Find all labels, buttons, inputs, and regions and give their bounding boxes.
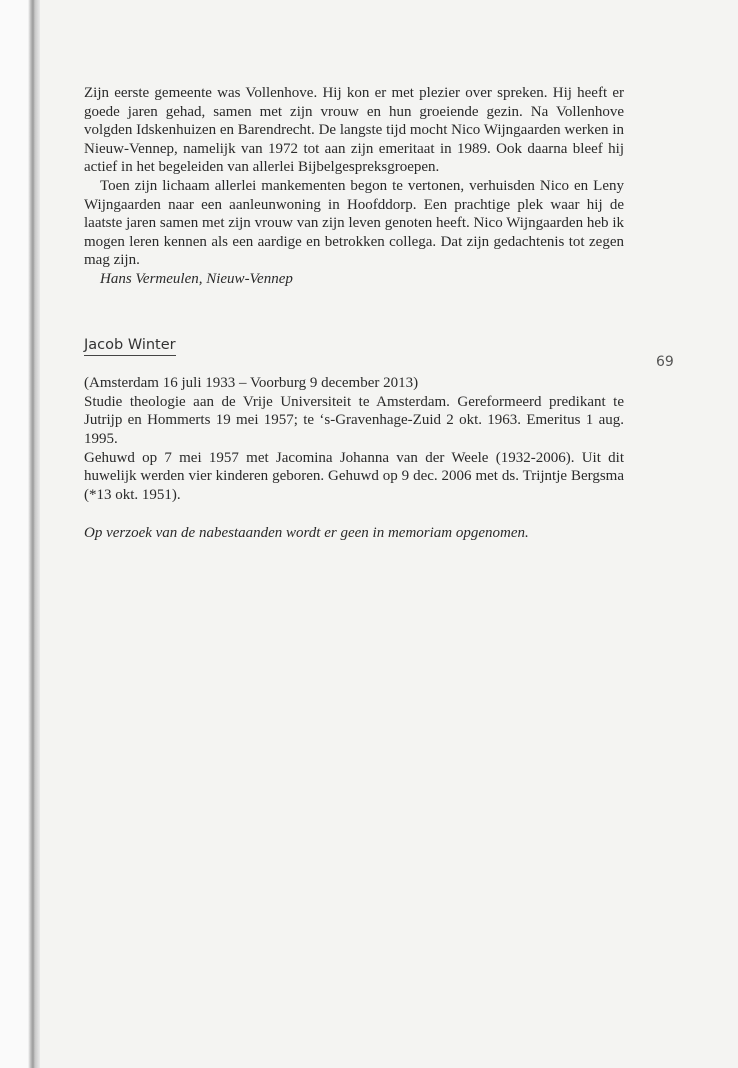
entry-heading: Jacob Winter <box>84 336 176 357</box>
book-gutter <box>0 0 40 1068</box>
entry-note: Op verzoek van de nabestaanden wordt er geen in memoriam opgenomen. <box>84 525 529 542</box>
entry-dates: (Amsterdam 16 juli 1933 – Voorburg 9 december 2013) <box>84 375 419 392</box>
memoriam-paragraph-1: Zijn eerste gemeente was Vollenhove. Hij kon er met plezier over spreken. Hij heeft er goede jaren gehad, samen met zijn vrouw en hun groeiende gezin. Na Vollenhove volgden Idskenhuizen en Barendrecht. De langste tijd mocht Nico Wijngaarden werken in Nieuw-Vennep, namelijk van 1972 tot aan zijn emeritaat in 1989. Ook daarna bleef hij actief in het begeleiden van allerlei Bijbelgespreksgroepen. <box>84 85 624 176</box>
page-number: 69 <box>656 354 674 370</box>
entry-career: Studie theologie aan de Vrije Universiteit te Amsterdam. Gereformeerd predikant te Jutrijp en Hommerts 19 mei 1957; te ‘s-Gravenhage-Zuid 2 okt. 1963. Emeritus 1 aug. 1995. <box>84 393 624 447</box>
memoriam-signature: Hans Vermeulen, Nieuw-Vennep <box>100 270 293 287</box>
memoriam-paragraph-2: Toen zijn lichaam allerlei mankementen begon te vertonen, verhuisden Nico en Leny Wijngaarden naar een aanleunwoning in Hoofddorp. Een prachtige plek waar hij de laatste jaren samen met zijn vrouw van zijn leven genoten heeft. Nico Wijngaarden heb ik mogen leren kennen als een aardige en betrokken collega. Dat zijn gedachtenis tot zegen mag zijn. <box>84 177 624 269</box>
page-content <box>84 84 624 543</box>
entry-family: Gehuwd op 7 mei 1957 met Jacomina Johanna van der Weele (1932-2006). Uit dit huwelijk werden vier kinderen geboren. Gehuwd op 9 dec. 2006 met ds. Trijntje Bergsma (*13 okt. 1951). <box>84 449 624 503</box>
entry-biography <box>84 374 624 504</box>
